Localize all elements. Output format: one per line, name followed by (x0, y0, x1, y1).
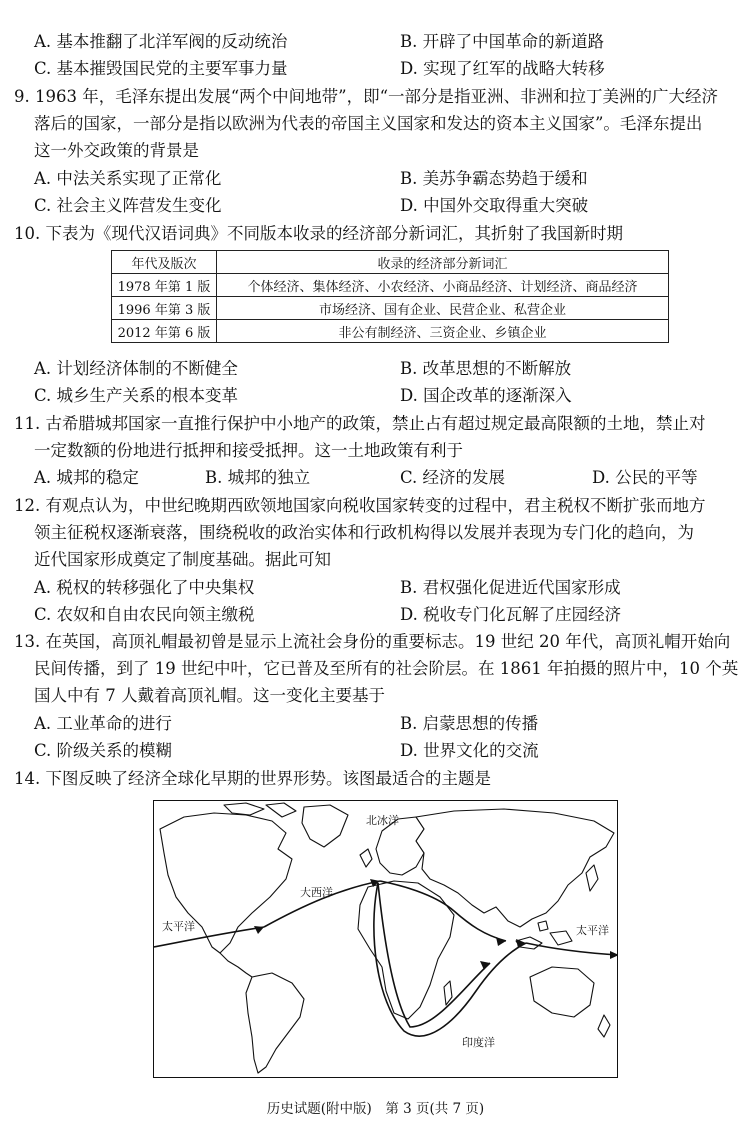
q10-option-a: A. 计划经济体制的不断健全 (34, 359, 238, 378)
q10-option-d: D. 国企改革的逐渐深入 (400, 386, 572, 405)
q12-option-a: A. 税权的转移强化了中央集权 (34, 578, 255, 597)
q13-option-c: C. 阶级关系的模糊 (34, 741, 173, 760)
table-row (112, 297, 669, 320)
q9-stem-line2: 落后的国家，一部分是指以欧洲为代表的帝国主义国家和发达的资本主义国家”。毛泽东提出 (34, 114, 703, 133)
q13-option-b: B. 启蒙思想的传播 (400, 714, 539, 733)
q10-option-b: B. 改革思想的不断解放 (400, 359, 572, 378)
canadian-islands-outline (224, 803, 296, 817)
south-america-outline (246, 973, 304, 1073)
q11-option-d: D. 公民的平等 (592, 468, 698, 487)
central-america-outline (220, 953, 252, 977)
new-zealand-outline (598, 1015, 610, 1037)
q11-stem-line1: 11. 古希腊城邦国家一直推行保护中小地产的政策，禁止占有超过规定最高限额的土地，禁止对 (14, 414, 706, 433)
arrowhead (496, 937, 506, 946)
q10-stem-line1: 10. 下表为《现代汉语词典》不同版本收录的经济部分新词汇，其折射了我国新时期 (14, 224, 623, 243)
arrowhead (254, 926, 264, 934)
table-cell-words: 非公有制经济、三资企业、乡镇企业 (217, 320, 669, 343)
q12-option-b: B. 君权强化促进近代国家形成 (400, 578, 621, 597)
page-footer: 历史试题(附中版) 第 3 页(共 7 页) (266, 1101, 485, 1117)
route-cape (374, 883, 526, 1036)
q9-option-d: D. 中国外交取得重大突破 (400, 196, 589, 215)
q11-option-a: A. 城邦的稳定 (34, 468, 139, 487)
british-isles-outline (360, 849, 372, 867)
table-cell-edition: 1996 年第 3 版 (112, 297, 217, 320)
table-row (112, 274, 669, 297)
q13-option-d: D. 世界文化的交流 (400, 741, 539, 760)
q12-option-c: C. 农奴和自由农民向领主缴税 (34, 605, 255, 624)
table-cell-words: 市场经济、国有企业、民营企业、私营企业 (217, 297, 669, 320)
vocabulary-table (111, 250, 669, 343)
asia-outline (416, 809, 614, 927)
table-cell-edition: 2012 年第 6 版 (112, 320, 217, 343)
table-cell-edition: 1978 年第 1 版 (112, 274, 217, 297)
q9-option-c: C. 社会主义阵营发生变化 (34, 196, 222, 215)
world-map-drawing (154, 801, 618, 1078)
q8-option-d: D. 实现了红军的战略大转移 (400, 59, 605, 78)
q9-stem-line3: 这一外交政策的背景是 (34, 141, 199, 160)
table-cell-words: 个体经济、集体经济、小农经济、小商品经济、计划经济、商品经济 (217, 274, 669, 297)
q8-option-a: A. 基本推翻了北洋军阀的反动统治 (34, 32, 288, 51)
q12-stem-line2: 领主征税权逐渐衰落，围绕税收的政治实体和行政机构得以发展并表现为专门化的趋向，为 (34, 523, 694, 542)
q13-option-a: A. 工业革命的进行 (34, 714, 172, 733)
label-pacific-ocean-west: 太平洋 (162, 920, 195, 933)
label-pacific-ocean-east: 太平洋 (576, 924, 609, 937)
q11-option-c: C. 经济的发展 (400, 468, 506, 487)
q14-stem-line1: 14. 下图反映了经济全球化早期的世界形势。该图最适合的主题是 (14, 769, 491, 788)
label-atlantic-ocean: 大西洋 (300, 886, 333, 899)
q12-option-d: D. 税收专门化瓦解了庄园经济 (400, 605, 622, 624)
q12-stem-line3: 近代国家形成奠定了制度基础。据此可知 (34, 550, 331, 569)
q9-option-a: A. 中法关系实现了正常化 (34, 169, 222, 188)
q12-stem-line1: 12. 有观点认为，中世纪晚期西欧领地国家向税收国家转变的过程中，君主税权不断扩张而地方 (14, 496, 706, 515)
route-cape-2 (378, 883, 490, 1027)
southeast-asia-islands-outline (516, 921, 572, 949)
label-arctic-ocean: 北冰洋 (366, 814, 399, 827)
q13-stem-line2: 民间传播，到了 19 世纪中叶，它已普及至所有的社会阶层。在 1861 年拍摄的照片中，10 个英 (34, 659, 739, 678)
table-header-edition: 年代及版次 (112, 251, 217, 274)
q13-stem-line1: 13. 在英国，高顶礼帽最初曾是显示上流社会身份的重要标志。19 世纪 20 年代，高顶礼帽开始向 (14, 632, 731, 651)
label-indian-ocean: 印度洋 (462, 1036, 495, 1049)
q9-stem-line1: 9. 1963 年，毛泽东提出发展“两个中间地带”，即“一部分是指亚洲、非洲和拉丁美洲的广大经济 (14, 87, 719, 106)
japan-outline (586, 865, 598, 891)
q13-stem-line3: 国人中有 7 人戴着高顶礼帽。这一变化主要基于 (34, 686, 385, 705)
trade-routes (154, 881, 618, 1036)
q11-option-b: B. 城邦的独立 (205, 468, 311, 487)
greenland-outline (302, 805, 348, 847)
australia-outline (530, 967, 594, 1017)
q9-option-b: B. 美苏争霸态势趋于缓和 (400, 169, 588, 188)
table-header-row (112, 251, 669, 274)
madagascar-outline (444, 981, 452, 1005)
q11-stem-line2: 一定数额的份地进行抵押和接受抵押。这一土地政策有利于 (34, 441, 463, 460)
q8-option-b: B. 开辟了中国革命的新道路 (400, 32, 605, 51)
q10-option-c: C. 城乡生产关系的根本变革 (34, 386, 239, 405)
world-trade-route-map (153, 800, 618, 1078)
q8-option-c: C. 基本摧毁国民党的主要军事力量 (34, 59, 288, 78)
table-row (112, 320, 669, 343)
arrowhead (610, 951, 618, 959)
table-header-words: 收录的经济部分新词汇 (217, 251, 669, 274)
